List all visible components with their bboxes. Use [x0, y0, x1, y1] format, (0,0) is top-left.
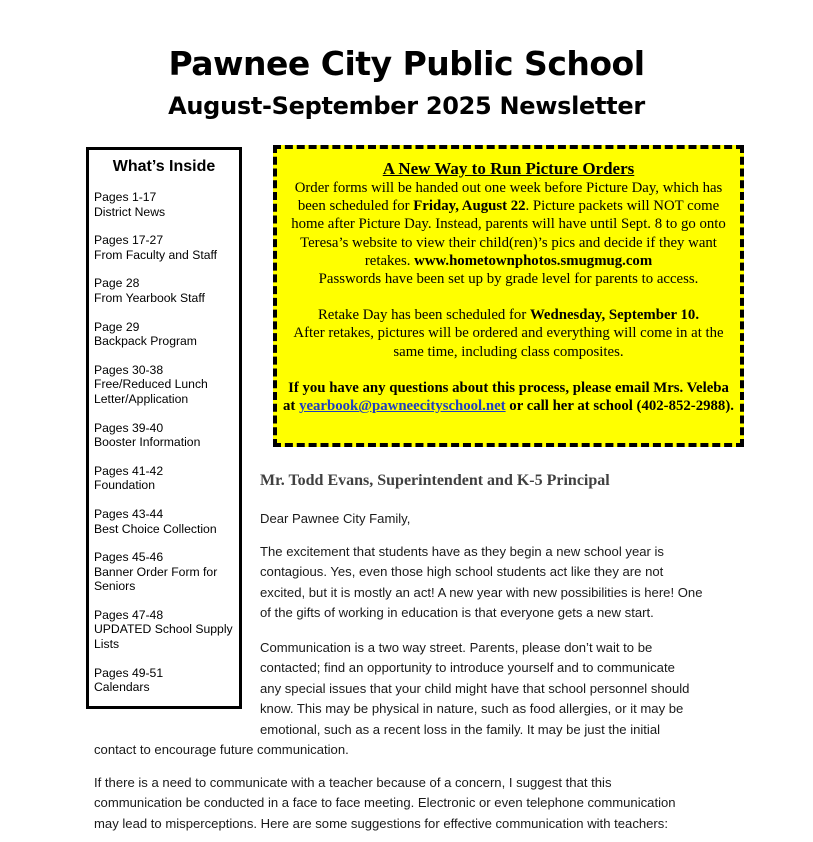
text-line: any special issues that your child might have that school personnel should	[260, 680, 690, 696]
toc-description: Foundation	[94, 478, 155, 493]
toc-pages: Pages 39-40	[94, 420, 164, 435]
toc-item	[89, 233, 239, 262]
text-line: may lead to misperceptions. Here are some suggestions for effective communication with teachers:	[94, 815, 668, 831]
toc-list	[89, 190, 239, 695]
toc-pages: Pages 1-17	[94, 190, 157, 204]
toc-item	[89, 276, 239, 305]
text-line: excited, but it is mostly an act! A new year with new possibilities is here! One	[260, 584, 703, 600]
text-line: know. This may be physical in nature, such as food allergies, or it may be	[260, 701, 684, 717]
callout-text: Retake Day has been scheduled for	[317, 307, 530, 324]
toc-item	[89, 550, 239, 594]
text-line: contact to encourage future communication.	[94, 742, 349, 758]
callout-text: . Picture packets will NOT come home after Picture Day. Instead, parents will have until Sept. 8 to go onto Teresa’s website to view their child(ren)’s pics and decide if they want retakes.	[291, 198, 726, 269]
toc-description: Best Choice Collection	[94, 521, 217, 536]
callout-paragraph-2	[283, 306, 734, 361]
toc-description: From Faculty and Staff	[94, 247, 218, 262]
toc-item	[89, 507, 239, 536]
text-line: The excitement that students have as they begin a new school year is	[260, 544, 664, 559]
text-line: of the gifts of working in education is that everyone gets a new start.	[260, 605, 654, 621]
letter-greeting: Dear Pawnee City Family,	[260, 511, 411, 526]
toc-description: Banner Order Form for Seniors	[94, 564, 218, 594]
callout-text: Order forms will be handed out one week before Picture Day, which has been scheduled for	[294, 180, 723, 215]
newsletter-title: Pawnee City Public School	[168, 44, 645, 83]
toc-pages: Pages 45-46	[94, 550, 164, 565]
toc-description: Booster Information	[94, 435, 201, 450]
text-line: emotional, such as a recent loss in the family. It may be just the initial	[260, 721, 661, 737]
toc-description: Calendars	[94, 680, 150, 695]
retake-day-date: Wednesday, September 10.	[529, 307, 700, 324]
toc-item	[89, 421, 239, 450]
toc-item	[89, 608, 239, 652]
whats-inside-box	[86, 147, 242, 709]
toc-pages: Page 29	[94, 319, 140, 334]
callout-paragraph-3	[283, 379, 734, 415]
toc-pages: Pages 17-27	[94, 233, 164, 248]
callout-text: After retakes, pictures will be ordered and everything will come in at the same time, including class composites.	[293, 325, 724, 360]
toc-pages: Pages 43-44	[94, 506, 164, 521]
callout-text: Passwords have been set up by grade level for parents to access.	[318, 271, 699, 288]
toc-pages: Pages 47-48	[94, 607, 164, 622]
toc-item	[89, 464, 239, 493]
toc-description: Backpack Program	[94, 334, 197, 349]
toc-description: Free/Reduced Lunch Letter/Application	[94, 377, 208, 406]
yearbook-email-link[interactable]: yearbook@pawneecityschool.net	[299, 398, 506, 415]
text-line: contacted; find an opportunity to introduce yourself and to communicate	[260, 660, 675, 676]
toc-item	[89, 363, 239, 407]
newsletter-subtitle: August-September 2025 Newsletter	[168, 92, 645, 120]
callout-title: A New Way to Run Picture Orders	[382, 159, 635, 178]
toc-item	[89, 320, 239, 349]
toc-pages: Pages 49-51	[94, 665, 164, 680]
text-line: contagious. Yes, even those high school students act like they are not	[260, 564, 664, 580]
toc-item	[89, 666, 239, 695]
toc-pages: Pages 41-42	[94, 463, 164, 478]
photo-website: www.hometownphotos.smugmug.com	[414, 252, 653, 269]
callout-text: If you have any questions about this process, please email Mrs. Veleba at	[283, 379, 729, 415]
text-line: If there is a need to communicate with a teacher because of a concern, I suggest that this	[94, 775, 612, 790]
toc-description: UPDATED School Supply Lists	[94, 622, 233, 652]
callout-paragraph-1	[283, 179, 734, 288]
toc-pages: Pages 30-38	[94, 362, 164, 377]
toc-description: District News	[94, 204, 166, 219]
picture-orders-callout	[273, 145, 744, 447]
toc-pages: Page 28	[94, 276, 140, 291]
article-author: Mr. Todd Evans, Superintendent and K-5 Principal	[260, 472, 610, 489]
letter-paragraph-3	[94, 773, 676, 834]
text-line: Communication is a two way street. Parents, please don’t wait to be	[260, 640, 653, 655]
text-line: communication be conducted in a face to face meeting. Electronic or even telephone communication	[94, 795, 676, 811]
picture-day-date: Friday, August 22	[413, 198, 526, 215]
callout-text: or call her at school (402-852-2988).	[505, 398, 734, 415]
toc-item	[89, 190, 239, 219]
toc-description: From Yearbook Staff	[94, 290, 205, 305]
letter-paragraph-1	[260, 542, 702, 624]
whats-inside-heading: What’s Inside	[112, 158, 216, 175]
